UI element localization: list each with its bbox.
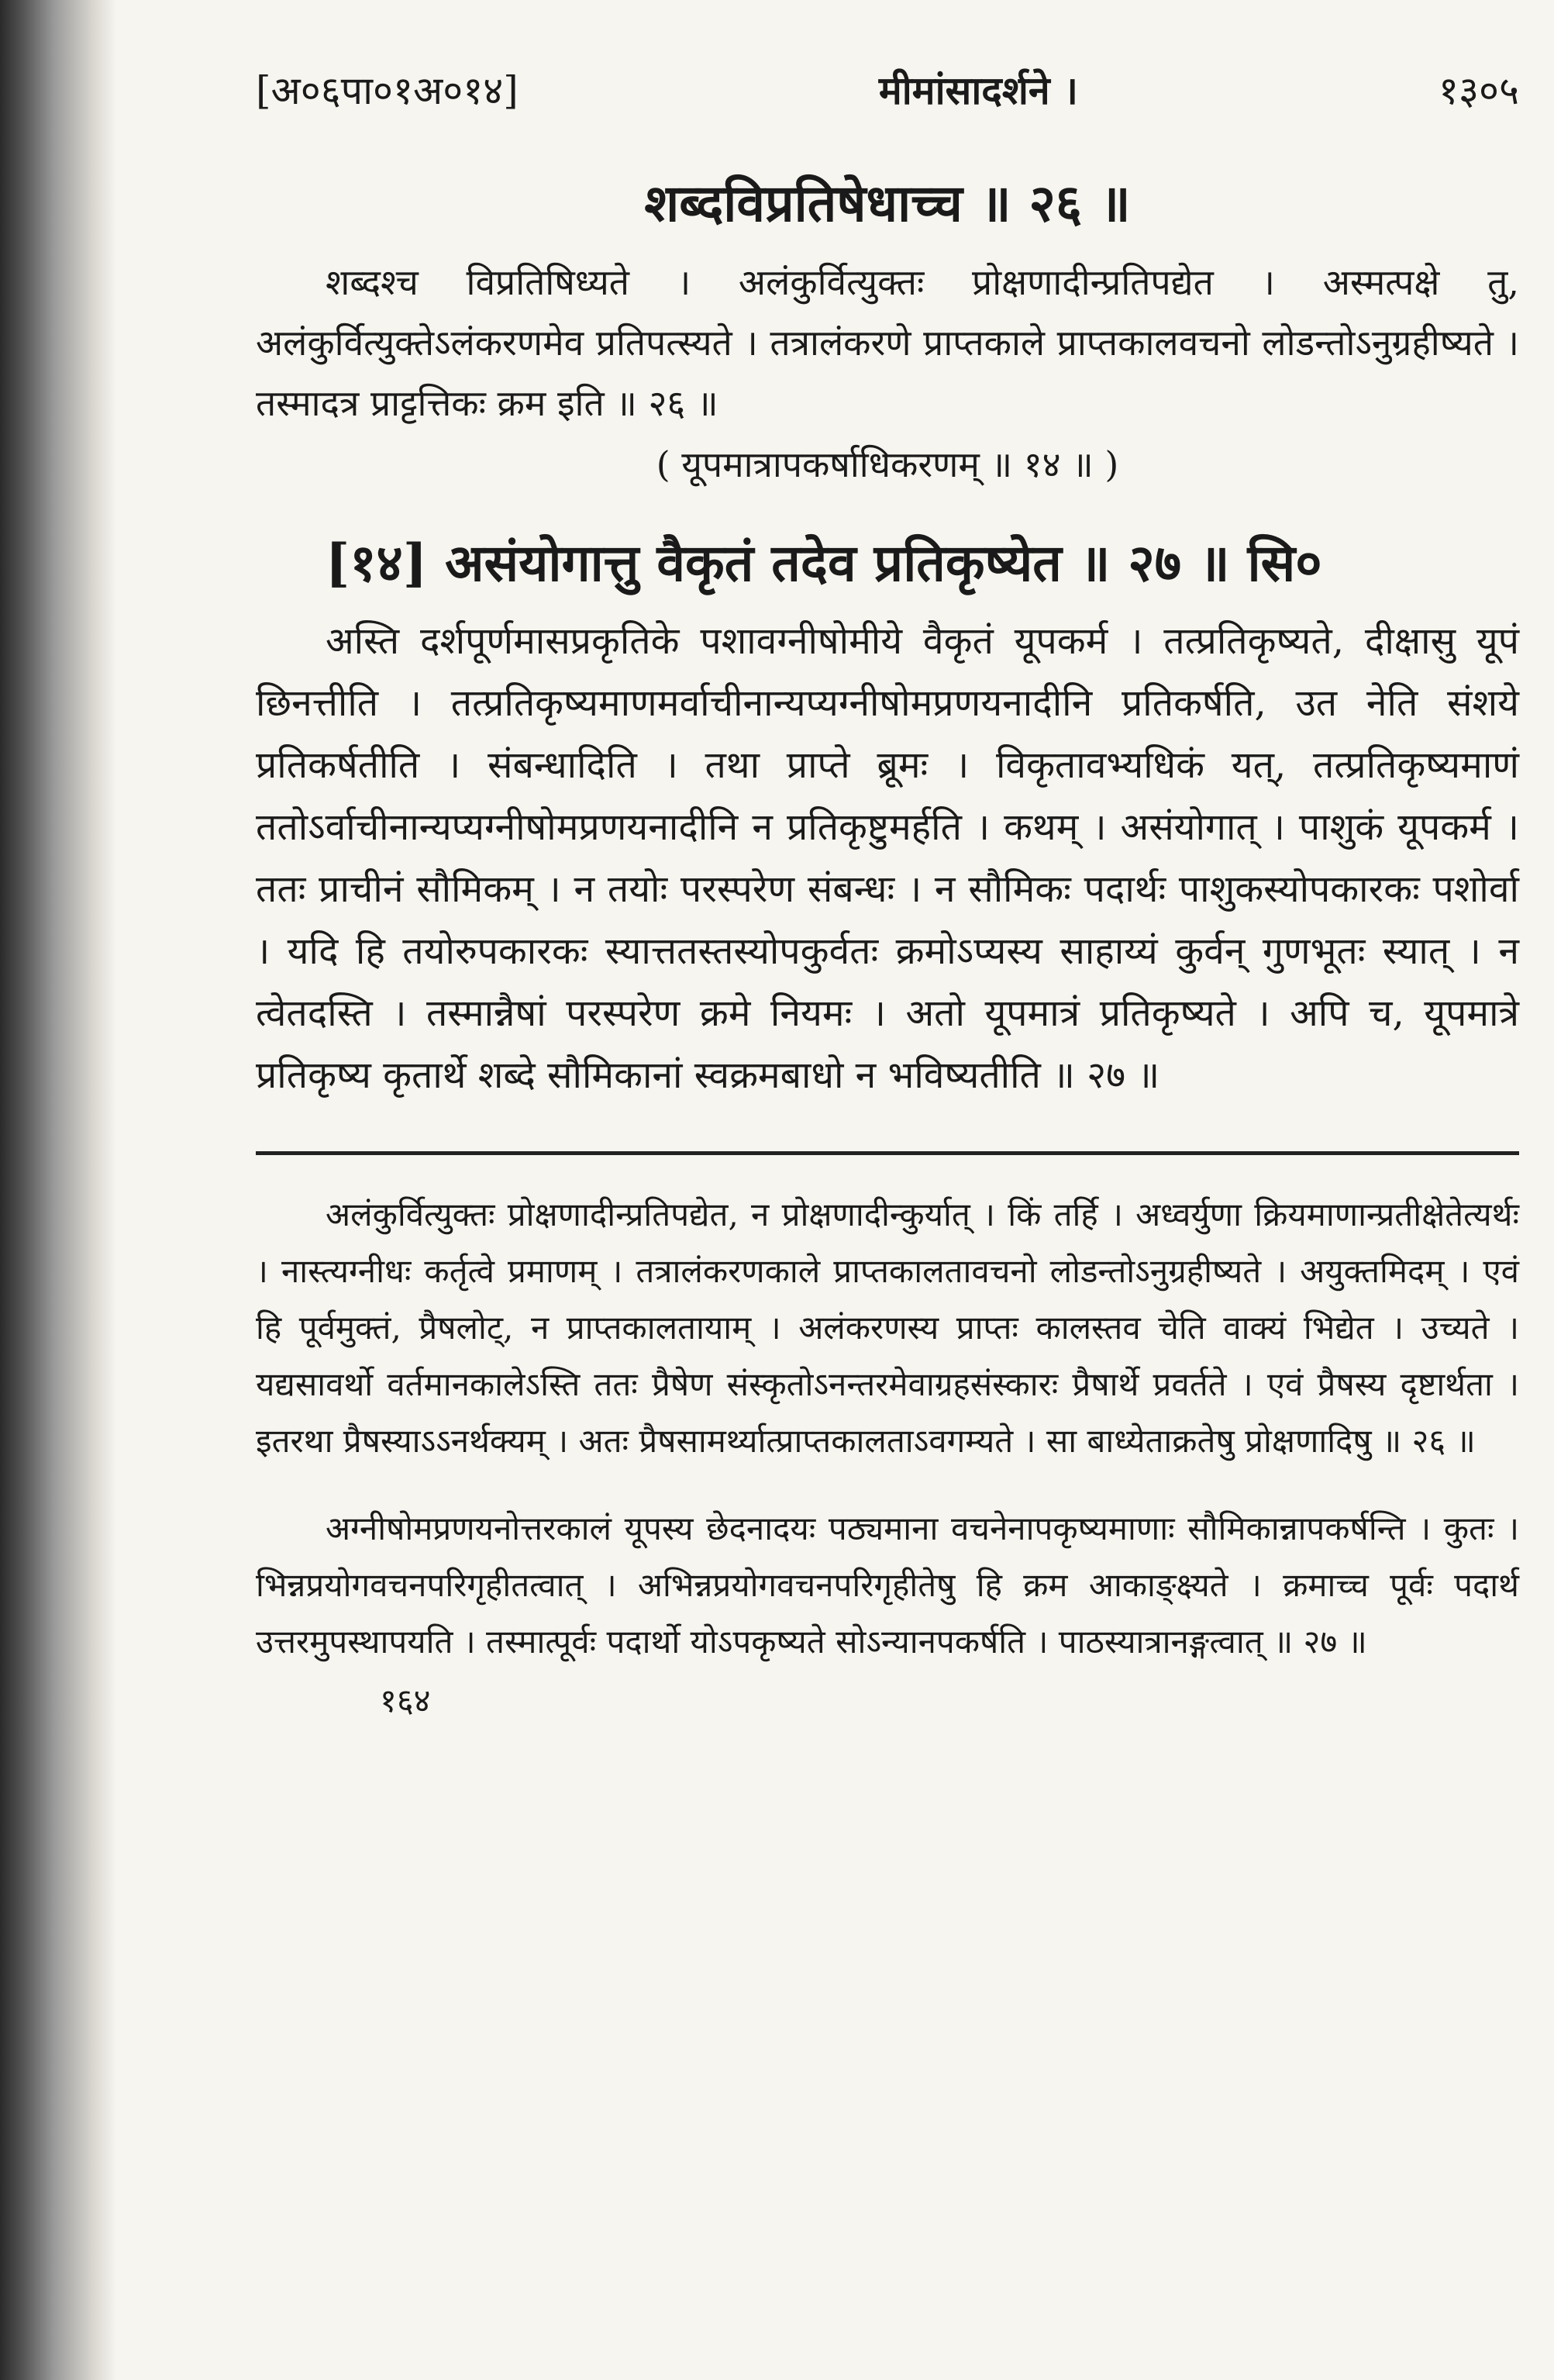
footnote-27: अग्नीषोमप्रणयनोत्तरकालं यूपस्य छेदनादयः पठ्यमाना वचनेनापकृष्यमाणाः सौमिकान्नापकर्षन्ति । कुतः । भिन्नप्रयोगवचनपरिगृहीतत्वात् । अभिन्नप्रयोगवचनपरिगृहीतेषु हि क्रम आकाङ्क्ष्यते । क्रमाच्च पूर्वः पदार्थ उत्तरमुपस्थापयति । तस्मात्पूर्वः पदार्थो योऽपकृष्यते सोऽन्यानपकर्षति । पाठस्यात्रानङ्गत्वात् ॥ २७ ॥ xyxy=(256,1509,1519,1661)
scan-binding-edge xyxy=(0,0,116,2380)
adhikarana-heading: ( यूपमात्रापकर्षाधिकरणम् ॥ १४ ॥ ) xyxy=(656,443,1119,485)
sutra-26-commentary: शब्दश्च विप्रतिषिध्यते । अलंकुर्वित्युक्तः प्रोक्षणादीन्प्रतिपद्येत । अस्मत्पक्षे तु, अलंकुर्वित्युक्तेऽलंकरणमेव प्रतिपत्स्यते । तत्रालंकरणे प्राप्तकाले प्राप्तकालवचनो लोडन्तोऽनुग्रहीष्यते । तस्मादत्र प्राट्टत्तिकः क्रम इति ॥ २६ ॥ xyxy=(256,261,1519,424)
footnote-divider xyxy=(256,1151,1519,1155)
signature-mark: १६४ xyxy=(380,1682,431,1719)
header-book-title: मीमांसादर्शने । xyxy=(878,67,1078,113)
page xyxy=(256,54,1519,1722)
header-page-number: १३०५ xyxy=(1439,68,1519,113)
header-reference: [अ०६पा०१अ०१४] xyxy=(256,68,519,113)
sutra-27-commentary: अस्ति दर्शपूर्णमासप्रकृतिके पशावग्नीषोमीये वैकृतं यूपकर्म । तत्प्रतिकृष्यते, दीक्षासु यूपं छिनत्तीति । तत्प्रतिकृष्यमाणमर्वाचीनान्यप्यग्नीषोमप्रणयनादीनि प्रतिकर्षति, उत नेति संशये प्रतिकर्षतीति । संबन्धादिति । तथा प्राप्ते ब्रूमः । विकृतावभ्यधिकं यत्, तत्प्रतिकृष्यमाणं ततोऽर्वाचीनान्यप्यग्नीषोमप्रणयनादीनि न प्रतिकृष्टुमर्हति । कथम् । असंयोगात् । पाशुकं यूपकर्म । ततः प्राचीनं सौमिकम् । न तयोः परस्परेण संबन्धः । न सौमिकः पदार्थः पाशुकस्योपकारकः पशोर्वा । यदि हि तयोरुपकारकः स्यात्ततस्तस्योपकुर्वतः क्रमोऽप्यस्य साहाय्यं कुर्वन् गुणभूतः स्यात् । न त्वेतदस्ति । तस्मान्नैषां परस्परेण क्रमे नियमः । अतो यूपमात्रं प्रतिकृष्यते । अपि च, यूपमात्रे प्रतिकृष्य कृतार्थे शब्दे सौमिकानां स्वक्रमबाधो न भविष्यतीति ॥ २७ ॥ xyxy=(256,619,1519,1097)
sutra-27-title: [१४] असंयोगात्तु वैकृतं तदेव प्रतिकृष्येत ॥ २७ ॥ सि० xyxy=(326,533,1322,593)
footnote-26: अलंकुर्वित्युक्तः प्रोक्षणादीन्प्रतिपद्येत, न प्रोक्षणादीन्कुर्यात् । किं तर्हि । अध्वर्युणा क्रियमाणान्प्रतीक्षेतेत्यर्थः । नास्त्यग्नीधः कर्तृत्वे प्रमाणम् । तत्रालंकरणकाले प्राप्तकालतावचनो लोडन्तोऽनुग्रहीष्यते । अयुक्तमिदम् । एवं हि पूर्वमुक्तं, प्रैषलोट्, न प्राप्तकालतायाम् । अलंकरणस्य प्राप्तः कालस्तव चेति वाक्यं भिद्येत । उच्यते । यद्यसावर्थो वर्तमानकालेऽस्ति ततः प्रैषेण संस्कृतोऽनन्तरमेवाग्रहसंस्कारः प्रैषार्थे प्रवर्तते । एवं प्रैषस्य दृष्टार्थता । इतरथा प्रैषस्याऽऽनर्थक्यम् । अतः प्रैषसामर्थ्यात्प्राप्तकालताऽवगम्यते । सा बाध्येताक्रतेषु प्रोक्षणादिषु ॥ २६ ॥ xyxy=(256,1195,1519,1460)
running-header xyxy=(256,54,1519,124)
sutra-26-title: शब्दविप्रतिषेधाच्च ॥ २६ ॥ xyxy=(644,173,1131,233)
